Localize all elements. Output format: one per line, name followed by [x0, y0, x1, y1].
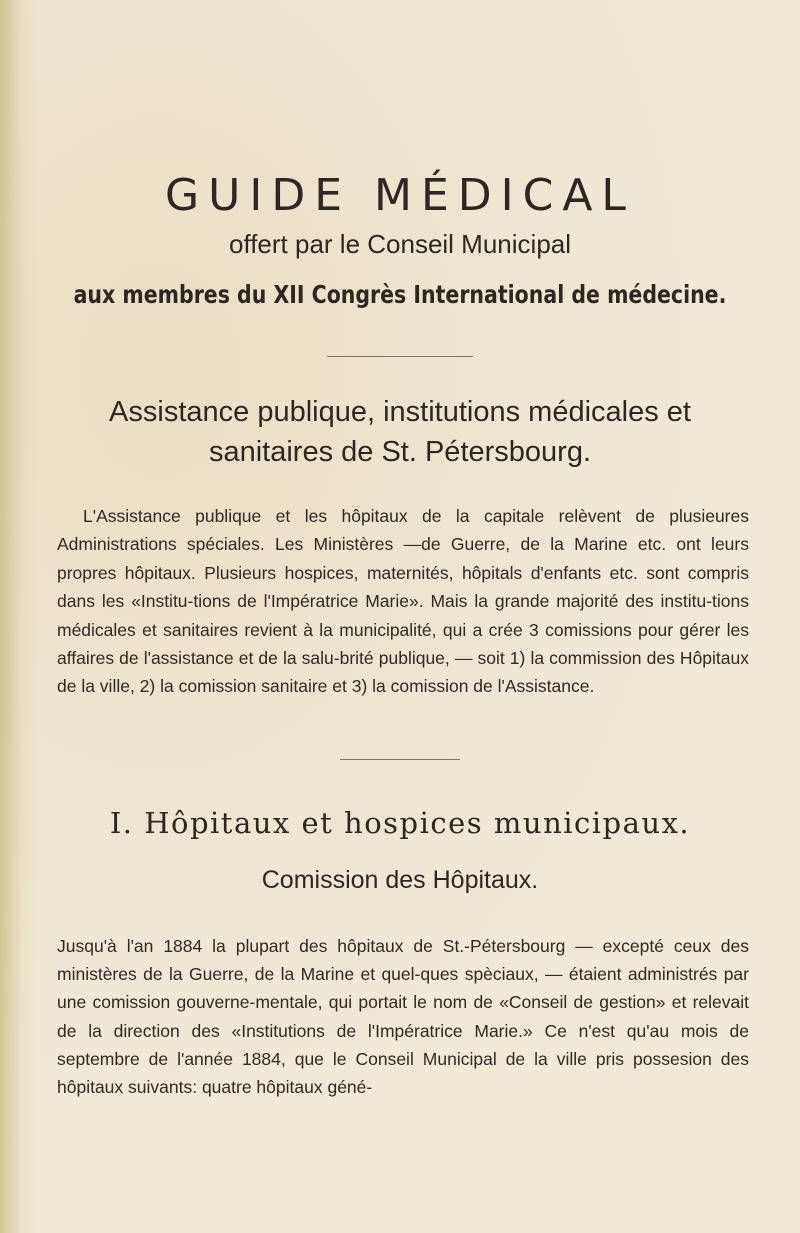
offered-by-line: offert par le Conseil Municipal [228, 229, 572, 259]
section-title-line-1: Assistance publique, institutions médicales et [109, 396, 691, 428]
header-divider [327, 356, 473, 357]
section-divider [340, 759, 460, 760]
assistance-paragraph [57, 502, 749, 701]
congress-line: aux membres du XII Congrès International de médecine. [73, 280, 727, 309]
assistance-paragraph-text: L'Assistance publique et les hôpitaux de la capitale relèvent de plusieures Administrations spéciales. Les Ministères —de Guerre, de la Marine etc. ont leurs propres hôpitaux. Plusieurs hospices, maternités, hôpitals d'enfants etc. sont compris dans les «Institu-tions de l'Impératrice Marie». Mais la grande majorité des institu-tions médicales et sanitaires revient à la municipalité, qui a crée 3 comissions pour gérer les affaires de l'assistance et de la salu-brité publique, — soit 1) la commission des Hôpitaux de la ville, 2) la comission sanitaire et 3) la comission de l'Assistance. [57, 506, 749, 697]
section-title-line-2: sanitaires de St. Pétersbourg. [208, 436, 592, 468]
document-title: GUIDE MÉDICAL [165, 170, 635, 221]
chapter-subheading: Comission des Hôpitaux. [261, 866, 539, 894]
chapter-heading: I. Hôpitaux et hospices municipaux. [109, 806, 691, 840]
hospitals-paragraph [57, 932, 749, 1101]
hospitals-paragraph-text: Jusqu'à l'an 1884 la plupart des hôpitaux de St.-Pétersbourg — excepté ceux des ministères de la Guerre, de la Marine et quel-ques spèciaux, — étaient administrés par une comission gouverne-mentale, qui portait le nom de «Conseil de gestion» et relevait de la direction des «Institutions de l'Impératrice Marie.» Ce n'est qu'au mois de septembre de l'année 1884, que le Conseil Municipal de la ville pris possesion des hôpitaux suivants: quatre hôpitaux géné- [57, 936, 749, 1098]
